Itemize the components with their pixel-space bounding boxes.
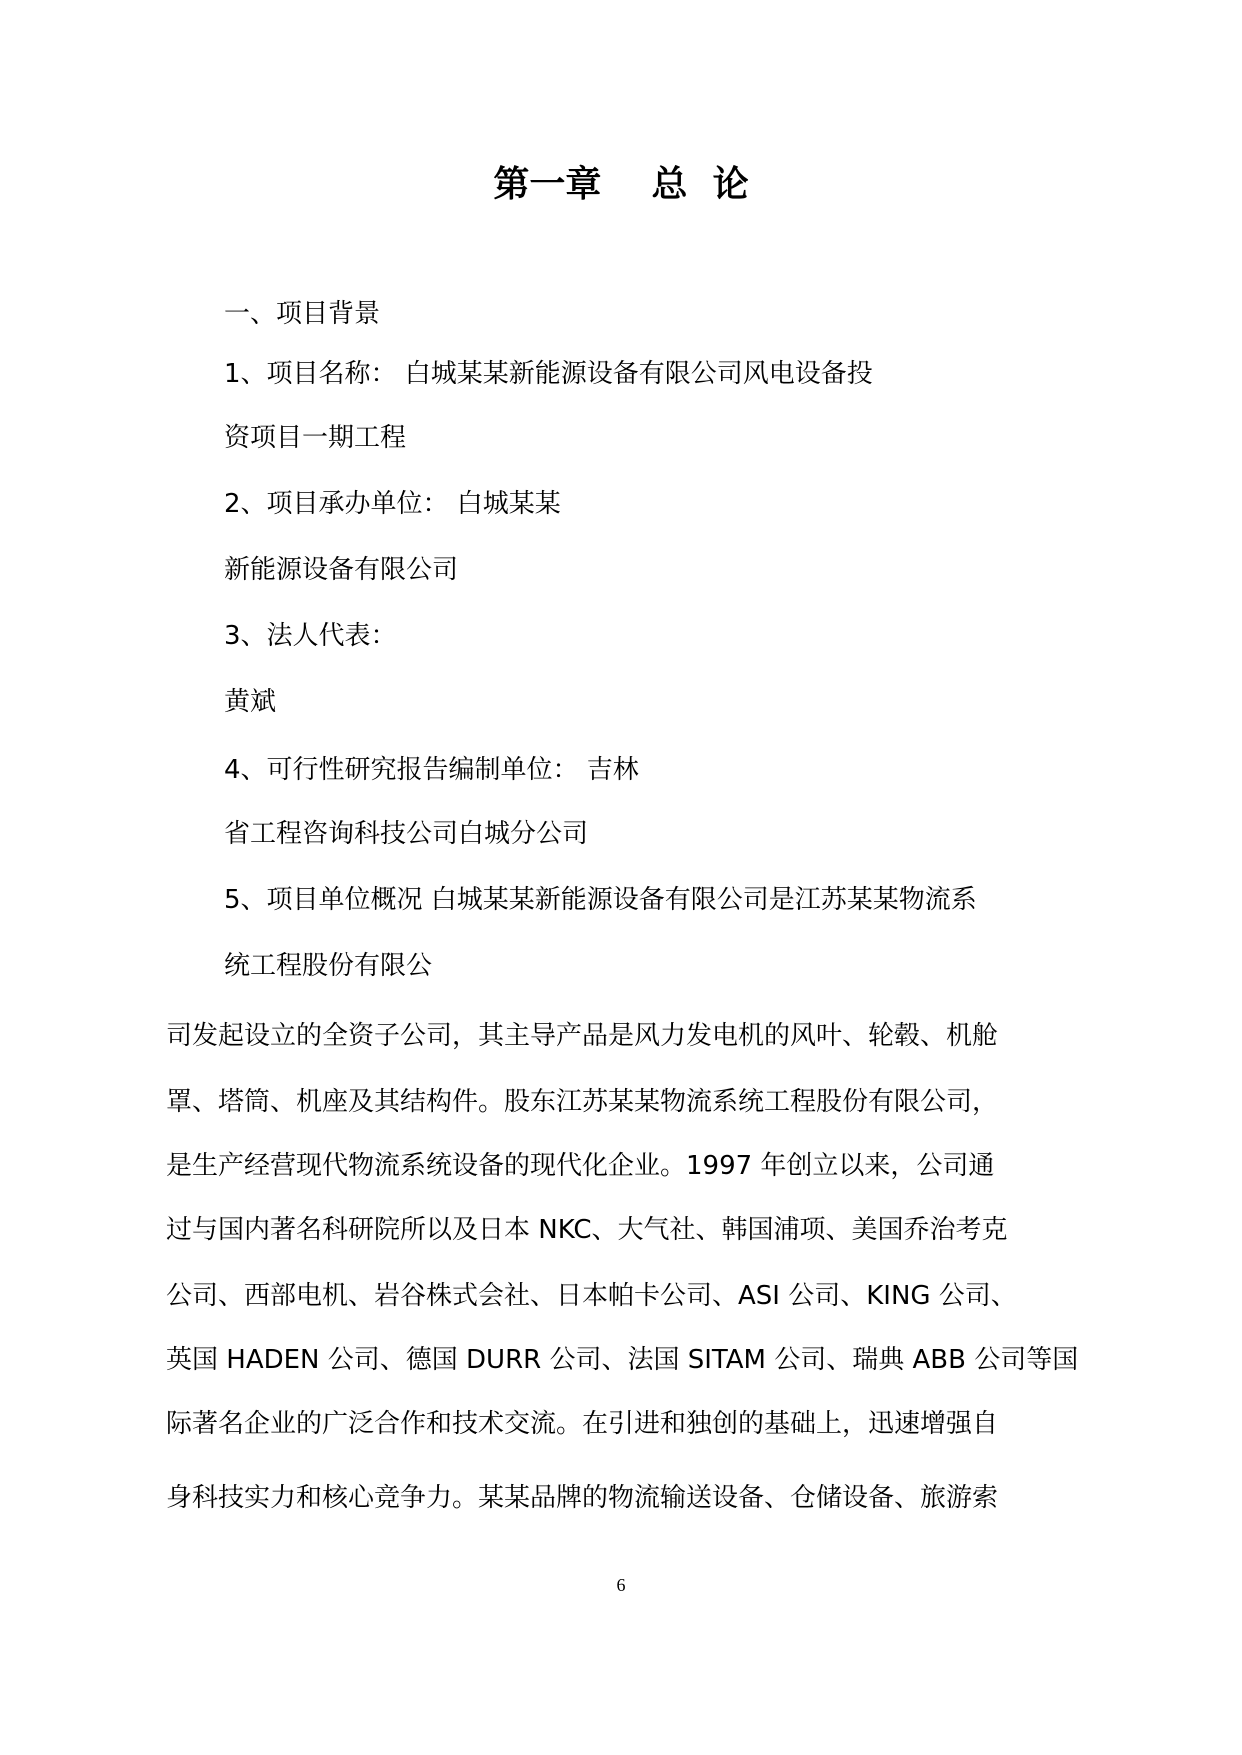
paragraph-line: 新能源设备有限公司: [224, 555, 459, 585]
paragraph-line: 4、可行性研究报告编制单位： 吉林: [224, 755, 639, 785]
paragraph-line: 2、项目承办单位： 白城某某: [224, 489, 561, 519]
paragraph-line: 身科技实力和核心竞争力。某某品牌的物流输送设备、仓储设备、旅游索: [166, 1483, 999, 1513]
section-heading-background: 一、项目背景: [224, 299, 381, 329]
paragraph-line: 省工程咨询科技公司白城分公司: [224, 819, 589, 849]
paragraph-line: 统工程股份有限公: [224, 951, 433, 981]
paragraph-line: 黄斌: [224, 687, 277, 717]
chapter-title: 第一章 总 论: [493, 164, 749, 205]
paragraph-line: 英国 HADEN 公司、德国 DURR 公司、法国 SITAM 公司、瑞典 ABB 公司等国: [166, 1345, 1079, 1375]
paragraph-line: 是生产经营现代物流系统设备的现代化企业。1997 年创立以来，公司通: [166, 1151, 995, 1181]
paragraph-line: 资项目一期工程: [224, 423, 407, 453]
paragraph-line: 3、法人代表：: [224, 621, 397, 651]
page-number: 6: [616, 1575, 626, 1595]
paragraph-line: 公司、西部电机、岩谷株式会社、日本帕卡公司、ASI 公司、KING 公司、: [166, 1281, 1017, 1311]
paragraph-line: 罩、塔筒、机座及其结构件。股东江苏某某物流系统工程股份有限公司，: [166, 1087, 999, 1117]
paragraph-line: 过与国内著名科研院所以及日本 NKC、大气社、韩国浦项、美国乔治考克: [166, 1215, 1008, 1245]
paragraph-line: 1、项目名称： 白城某某新能源设备有限公司风电设备投: [224, 359, 873, 389]
paragraph-line: 际著名企业的广泛合作和技术交流。在引进和独创的基础上，迅速增强自: [166, 1409, 999, 1439]
paragraph-line: 司发起设立的全资子公司，其主导产品是风力发电机的风叶、轮毂、机舱: [166, 1021, 999, 1051]
paragraph-line: 5、项目单位概况 白城某某新能源设备有限公司是江苏某某物流系: [224, 885, 977, 915]
